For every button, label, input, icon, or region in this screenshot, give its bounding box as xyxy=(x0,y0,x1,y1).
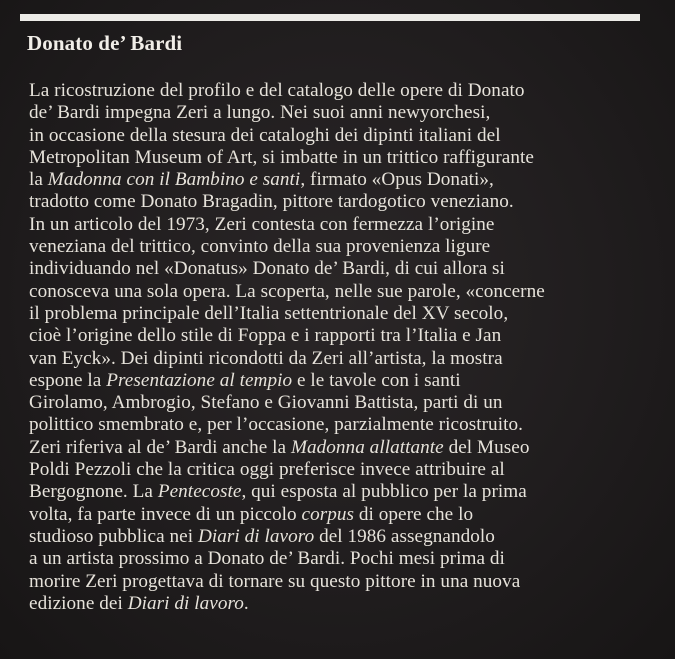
text-span: van Eyck». Dei dipinti ricondotti da Zeri all’artista, la mostra xyxy=(29,347,503,369)
italic-title-text: Pentecoste xyxy=(157,481,242,503)
text-span: individuando nel «Donatus» Donato de’ Bardi, di cui allora si xyxy=(29,258,505,280)
text-span: espone la xyxy=(29,369,107,391)
text-line xyxy=(29,191,669,213)
text-line xyxy=(29,125,669,147)
text-line xyxy=(29,548,669,570)
text-span: in occasione della stesura dei cataloghi dei dipinti italiani del xyxy=(29,124,501,146)
text-span: Poldi Pezzoli che la critica oggi preferisce invece attribuire al xyxy=(29,459,505,481)
text-line xyxy=(29,147,669,169)
text-span: e le tavole con i santi xyxy=(292,369,461,391)
text-span: la xyxy=(29,169,48,191)
italic-title-text: Madonna con il Bambino e santi xyxy=(47,169,301,191)
text-line xyxy=(29,571,669,593)
text-span: Zeri riferiva al de’ Bardi anche la xyxy=(29,436,291,458)
text-span: conosceva una sola opera. La scoperta, nelle sue parole, «concerne xyxy=(29,280,545,302)
italic-title-text: Diari di lavoro xyxy=(127,592,244,614)
text-line xyxy=(29,325,669,347)
text-span: volta, fa parte invece di un piccolo xyxy=(29,503,302,525)
italic-title-text: Madonna allattante xyxy=(290,436,444,458)
italic-title-text: Diari di lavoro xyxy=(197,525,315,547)
text-line xyxy=(29,214,669,236)
text-span: studioso pubblica nei xyxy=(29,525,198,547)
text-line xyxy=(29,593,669,615)
text-line xyxy=(29,80,669,102)
text-span: Girolamo, Ambrogio, Stefano e Giovanni Battista, parti di un xyxy=(29,392,503,414)
text-span: morire Zeri progettava di tornare su questo pittore in una nuova xyxy=(29,570,521,592)
text-line xyxy=(29,102,669,124)
text-span: , firmato «Opus Donati», xyxy=(300,169,494,191)
text-line xyxy=(29,303,669,325)
text-span: a un artista prossimo a Donato de’ Bardi. Pochi mesi prima di xyxy=(29,548,505,570)
text-span: polittico smembrato e, per l’occasione, parzialmente ricostruito. xyxy=(29,414,523,436)
text-line xyxy=(29,370,669,392)
text-line xyxy=(29,258,669,280)
text-line xyxy=(29,392,669,414)
top-divider-bar xyxy=(20,14,640,21)
text-span: La ricostruzione del profilo e del catalogo delle opere di Donato xyxy=(29,80,525,101)
text-line xyxy=(29,281,669,303)
text-span: del Museo xyxy=(443,436,530,458)
italic-title-text: Presentazione al tempio xyxy=(106,369,293,391)
text-span: In un articolo del 1973, Zeri contesta con fermezza l’origine xyxy=(29,213,495,235)
text-span: , qui esposta al pubblico per la prima xyxy=(241,481,527,503)
text-span: . xyxy=(243,592,249,614)
text-span: veneziana del trittico, convinto della sua provenienza ligure xyxy=(29,236,491,258)
panel-title: Donato de’ Bardi xyxy=(27,31,183,55)
text-line xyxy=(29,348,669,370)
text-line xyxy=(29,481,669,503)
text-line xyxy=(29,437,669,459)
text-span: Metropolitan Museum of Art, si imbatte in un trittico raffigurante xyxy=(29,146,534,168)
text-span: edizione dei xyxy=(29,592,128,614)
text-line xyxy=(29,526,669,548)
text-span: il problema principale dell’Italia settentrionale del XV secolo, xyxy=(29,302,509,324)
italic-title-text: corpus xyxy=(301,503,355,525)
text-line xyxy=(29,459,669,481)
text-span: cioè l’origine dello stile di Foppa e i rapporti tra l’Italia e Jan xyxy=(29,325,502,347)
text-line xyxy=(29,504,669,526)
text-line xyxy=(29,414,669,436)
text-line xyxy=(29,236,669,258)
text-line xyxy=(29,169,669,191)
text-span: del 1986 assegnandolo xyxy=(314,525,495,547)
body-paragraph xyxy=(29,80,669,615)
text-span: tradotto come Donato Bragadin, pittore tardogotico veneziano. xyxy=(29,191,514,213)
text-span: Bergognone. La xyxy=(29,481,158,503)
text-span: de’ Bardi impegna Zeri a lungo. Nei suoi anni newyorchesi, xyxy=(29,102,491,124)
text-span: di opere che lo xyxy=(354,503,474,525)
